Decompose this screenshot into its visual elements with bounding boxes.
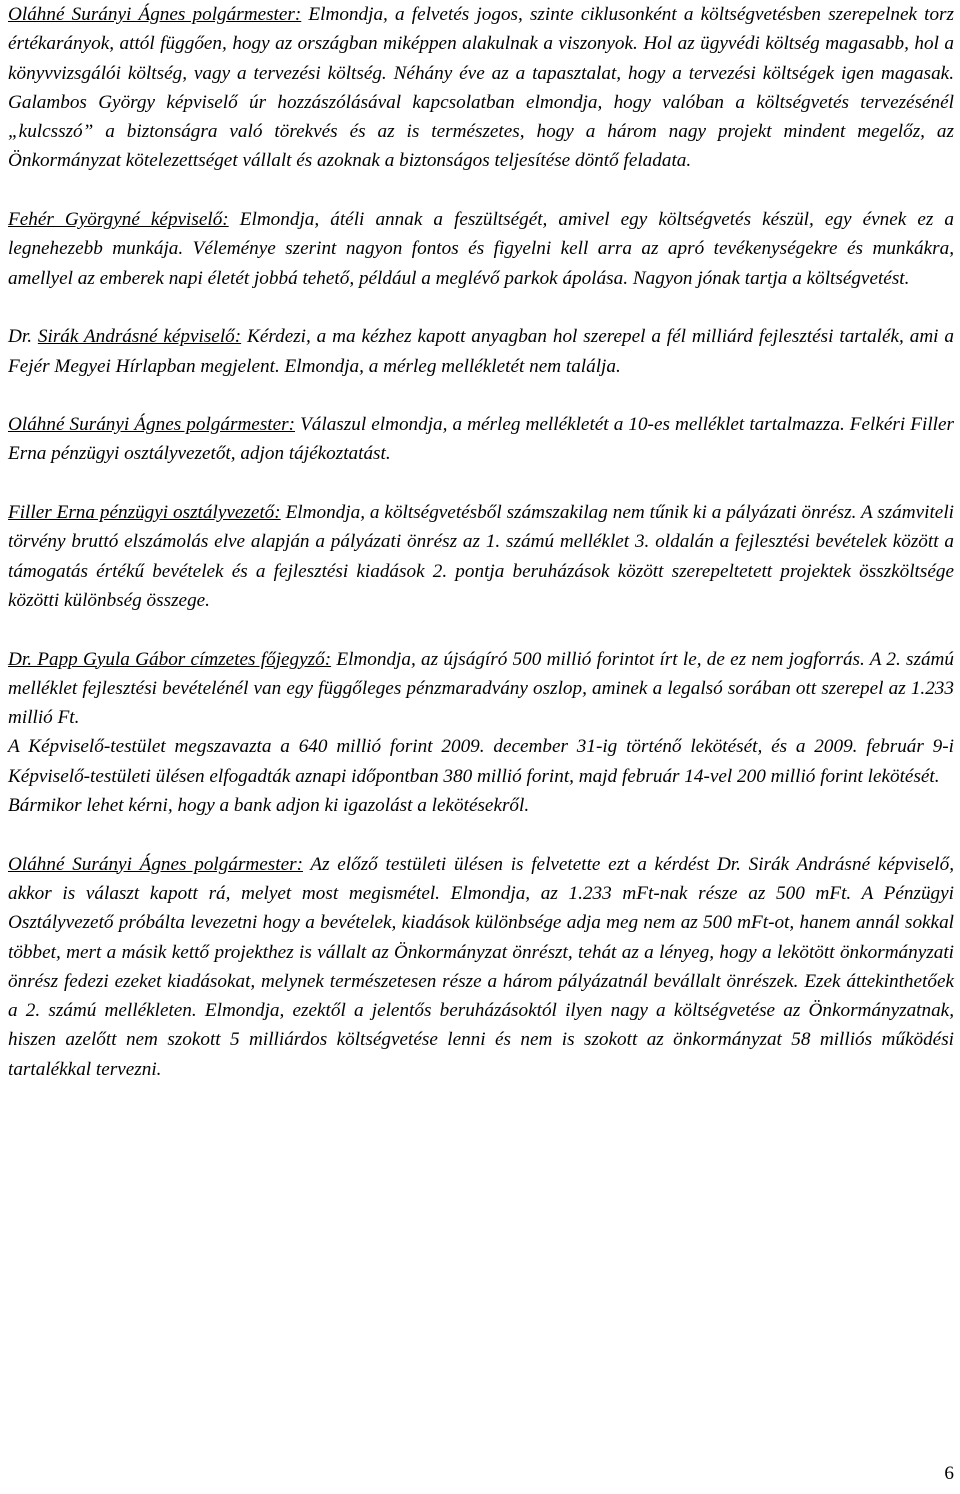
speaker-label: Oláhné Surányi Ágnes polgármester:	[8, 853, 303, 875]
page-number: 6	[944, 1463, 954, 1484]
paragraph-gap	[8, 381, 954, 410]
paragraph-gap	[8, 615, 954, 644]
paragraph-gap	[8, 820, 954, 849]
speaker-label: Dr. Papp Gyula Gábor címzetes főjegyző:	[8, 648, 332, 670]
speaker-prefix: Dr.	[8, 326, 38, 348]
speaker-label: Sirák Andrásné képviselő:	[37, 326, 242, 348]
speaker-label: Fehér Györgyné képviselő:	[8, 209, 229, 231]
paragraph-text: Elmondja, átéli annak a feszültségét, amivel egy költségvetés készül, egy évnek ez a legnehezebb munkája. Véleménye szerint nagyon fontos és figyelni kell arra az apró tevékenységekre és munkákra, amellyel az emberek napi életét jobbá tehető, például a meglévő parkok ápolása. Nagyon jónak tartja a költségvetést.	[8, 209, 954, 289]
paragraph-text: Az előző testületi ülésen is felvetette ezt a kérdést Dr. Sirák Andrásné képviselő, akkor is választ kapott rá, melyet most megismétel. Elmondja, az 1.233 mFt-nak része az 500 mFt. A Pénzügyi Osztályvezető próbálta levezetni hogy a bevételek, kiadások különbsége adja meg nem az 500 mFt-ot, hanem annál sokkal többet, mert a másik kettő projekthez is vállalt az Önkormányzat önrészt, tehát az a lényeg, hogy a lekötött önkormányzati önrész fedezi ezeket kiadásokat, melynek természetesen része a három pályázatnál bevállalt önrészek. Ezek áttekinthetőek a 2. számú mellékleten. Elmondja, ezektől a jelentős beruházásoktól ilyen nagy a költségvetése az Önkormányzatnak, hiszen azelőtt nem szokott 5 milliárdos költségvetése lenni és nem is szokott az önkormányzat 58 milliós működési tartalékkal tervezni.	[8, 853, 954, 1080]
paragraph-mayor-2	[8, 410, 954, 469]
speaker-label: Oláhné Surányi Ágnes polgármester:	[8, 4, 302, 25]
paragraph-gap	[8, 469, 954, 498]
paragraph-text: Kérdezi, a ma kézhez kapott anyagban hol szerepel a fél milliárd fejlesztési tartalék, ami a Fejér Megyei Hírlapban megjelent. Elmondja, a mérleg mellékletét nem találja.	[8, 326, 954, 377]
paragraph-feher	[8, 205, 954, 293]
paragraph-gap	[8, 293, 954, 322]
paragraph-mayor-1	[8, 0, 954, 176]
paragraph-text: Bármikor lehet kérni, hogy a bank adjon ki igazolást a lekötésekről.	[8, 795, 530, 817]
paragraph-text: Elmondja, a költségvetésből számszakilag nem tűnik ki a pályázati önrész. A számviteli törvény bruttó elszámolás elve alapján a pályázati önrész az 1. számú melléklet 3. oldalán a fejlesztési bevételek között a támogatás értékű bevételek és a fejlesztési kiadások 2. pontja beruházások között szerepeltetett projektek összköltsége közötti különbség összege.	[8, 502, 954, 611]
paragraph-text: Elmondja, a felvetés jogos, szinte ciklusonként a költségvetésben szerepelnek torz értékarányok, attól függően, hogy az országban miképpen alakulnak a viszonyok. Hol az ügyvédi költség magasabb, hol a könyvvizsgálói költség, vagy a tervezési költség. Néhány éve az a tapasztalat, hogy a tervezési költségek igen magasak. Galambos György képviselő úr hozzászólásával kapcsolatban elmondja, hogy valóban a költségvetés tervezésénél „kulcsszó” a biztonságra való törekvés és az is természetes, hogy a három nagy projekt mindent megelőz, az Önkormányzat kötelezettséget vállalt és azoknak a biztonságos teljesítése döntő feladata.	[8, 4, 954, 172]
paragraph-text: A Képviselő-testület megszavazta a 640 millió forint 2009. december 31-ig történő lekötését, és a 2009. február 9-i Képviselő-testületi ülésen elfogadták aznapi időpontban 380 millió forint, majd február 14-vel 200 millió forint lekötését.	[8, 736, 954, 787]
paragraph-filler	[8, 498, 954, 615]
speaker-label: Filler Erna pénzügyi osztályvezető:	[8, 502, 281, 524]
speaker-label: Oláhné Surányi Ágnes polgármester:	[8, 414, 295, 436]
paragraph-text: Válaszul elmondja, a mérleg mellékletét a 10-es melléklet tartalmazza. Felkéri Filler Erna pénzügyi osztályvezetőt, adjon tájékoztatást.	[8, 414, 954, 465]
paragraph-text: Elmondja, az újságíró 500 millió forintot írt le, de ez nem jogforrás. A 2. számú melléklet fejlesztési bevételénél van egy függőleges pénzmaradvány oszlop, aminek a legalsó sorában ott szerepel az 1.233 millió Ft.	[8, 648, 954, 729]
paragraph-sirak	[8, 322, 954, 381]
paragraph-papp-continuation	[8, 791, 954, 820]
paragraph-mayor-3	[8, 850, 954, 1084]
paragraph-papp-continuation	[8, 732, 954, 791]
paragraph-gap	[8, 176, 954, 205]
document-page	[8, 0, 954, 1084]
paragraph-papp	[8, 645, 954, 733]
